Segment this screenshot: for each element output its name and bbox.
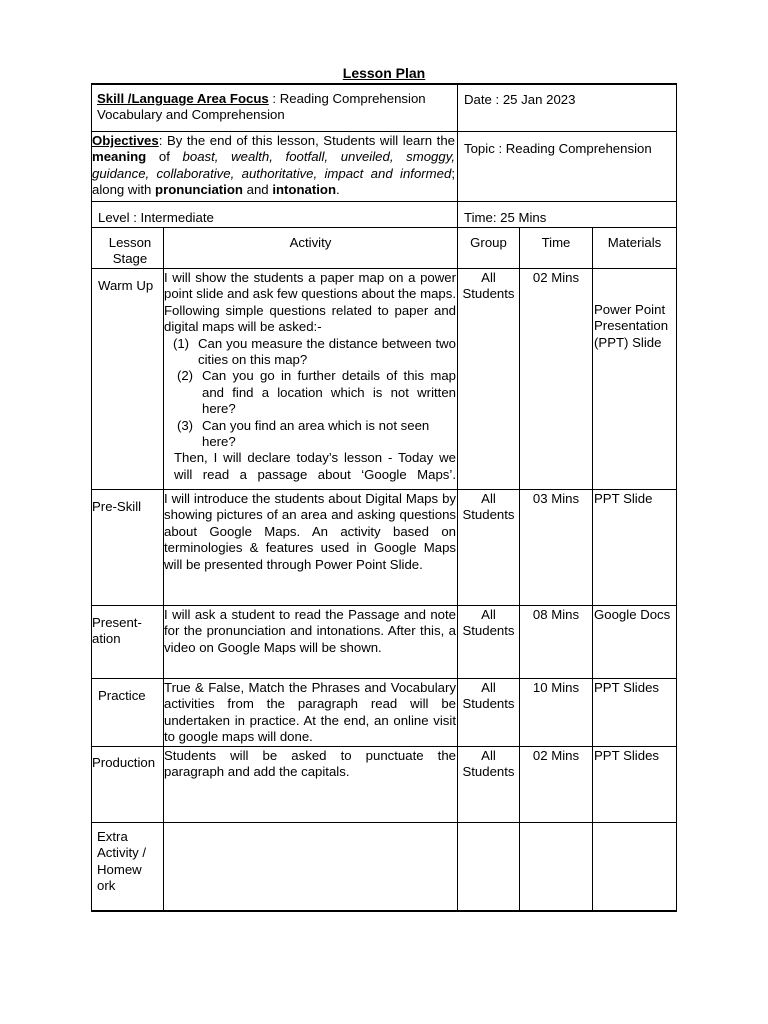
question-text: Can you find an area which is not seen here?	[202, 417, 430, 450]
group-warmup: All Students	[462, 270, 515, 302]
time-preskill: 03 Mins	[532, 491, 580, 506]
level-cell: Level : Intermediate	[98, 210, 214, 225]
group-preskill: All Students	[462, 491, 515, 523]
group-production: All Students	[462, 748, 515, 780]
topic-cell: Topic : Reading Comprehension	[464, 141, 652, 156]
warmup-question-2	[164, 368, 456, 417]
materials-practice: PPT Slides	[594, 680, 659, 695]
warmup-question-1	[164, 336, 456, 369]
activity-practice: True & False, Match the Phrases and Vocabulary activities from the paragraph read will be undertaken in practice. At the end, an online visit to google maps will done.	[164, 680, 456, 745]
warmup-intro: I will show the students a paper map on a power point slide and ask few questions about the maps. Following simple questions related to paper and digital maps will be asked:-	[164, 270, 456, 335]
objectives-pronunciation: pronunciation	[155, 182, 243, 198]
skill-focus-cell	[97, 91, 451, 124]
group-presentation: All Students	[462, 607, 515, 639]
objectives-of: of	[146, 149, 183, 165]
objectives-label: Objectives	[92, 133, 159, 148]
materials-preskill: PPT Slide	[594, 491, 653, 506]
activity-production: Students will be asked to punctuate the paragraph and add the capitals.	[164, 748, 456, 780]
materials-warmup: Power Point Presentation (PPT) Slide	[594, 302, 669, 350]
objectives-meaning: meaning	[92, 149, 147, 165]
stage-practice: Practice	[98, 688, 146, 703]
objectives-end: .	[336, 182, 340, 198]
question-number: (2)	[176, 368, 194, 384]
materials-production: PPT Slides	[594, 748, 659, 763]
skill-focus-label: Skill /Language Area Focus	[97, 91, 269, 106]
activity-presentation: I will ask a student to read the Passage and note for the pronunciation and intonations. After this, a video on Google Maps will be shown.	[164, 607, 456, 655]
col-header-activity: Activity	[289, 235, 332, 250]
time-warmup: 02 Mins	[532, 270, 580, 285]
stage-preskill: Pre-Skill	[92, 499, 142, 514]
stage-production: Production	[92, 755, 156, 770]
skill-focus-value: : Reading Comprehension Vocabulary and Comprehension	[97, 91, 426, 123]
warmup-question-3	[164, 418, 456, 451]
question-text: Can you measure the distance between two cities on this map?	[198, 335, 456, 368]
col-header-group: Group	[470, 235, 507, 250]
objectives-intonation: intonation	[272, 182, 337, 198]
time-total-cell: Time: 25 Mins	[464, 210, 547, 225]
stage-presentation: Present-ation	[92, 615, 142, 647]
warmup-closing: Then, I will declare today’s lesson - Today we will read a passage about ‘Google Maps’.	[174, 450, 456, 482]
time-presentation: 08 Mins	[532, 607, 580, 622]
page-title: Lesson Plan	[342, 65, 426, 81]
col-header-stage: Lesson Stage	[108, 235, 152, 267]
date-cell: Date : 25 Jan 2023	[464, 92, 576, 107]
stage-warmup: Warm Up	[98, 278, 154, 293]
activity-preskill: I will introduce the students about Digital Maps by showing pictures of an area and asking questions about Google Maps. An activity based on terminologies & features used in Google Maps will be presented through Power Point Slide.	[164, 491, 456, 572]
objectives-words: boast, wealth, footfall, unveiled, smoggy, guidance, collaborative, authoritative, impact and informed	[92, 149, 455, 181]
activity-warmup	[164, 270, 456, 483]
question-number: (1)	[172, 335, 190, 351]
question-text: Can you go in further details of this map and find a location which is not written here?	[202, 368, 456, 417]
col-header-materials: Materials	[607, 235, 662, 250]
question-number: (3)	[176, 417, 194, 433]
materials-presentation: Google Docs	[594, 607, 671, 622]
col-header-time: Time	[541, 235, 571, 250]
objectives-mid: ; along with	[92, 165, 455, 198]
time-practice: 10 Mins	[532, 680, 580, 695]
group-practice: All Students	[462, 680, 515, 712]
objectives-text: : By the end of this lesson, Students will learn the	[158, 133, 455, 148]
time-production: 02 Mins	[532, 748, 580, 763]
stage-extra-activity: Extra Activity / Homew ork	[97, 829, 147, 894]
objectives-cell	[92, 133, 455, 199]
objectives-and: and	[242, 182, 273, 198]
